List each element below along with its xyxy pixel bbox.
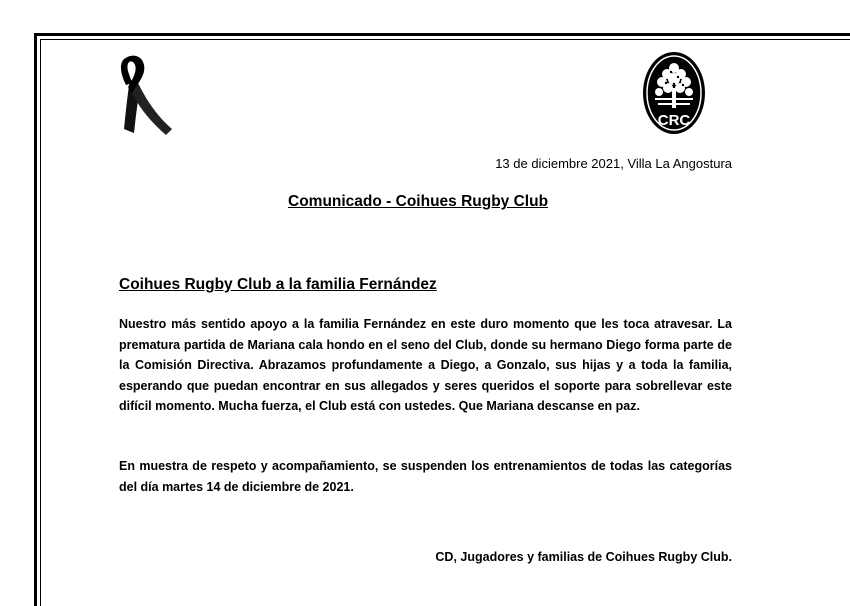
mourning-ribbon-icon bbox=[116, 53, 176, 137]
section-heading: Coihues Rugby Club a la familia Fernández bbox=[119, 276, 437, 293]
paragraph-condolences: Nuestro más sentido apoyo a la familia Fernández en este duro momento que les toca atravesar. La prematura partida de Mariana cala hondo en el seno del Club, donde su hermano Diego forma parte de la Comisión Directiva. Abrazamos profundamente a Diego, a Gonzalo, sus hijas y a toda la familia, esperando que puedan encontrar en sus allegados y seres queridos el soporte para sobrellevar este difícil momento. Mucha fuerza, el Club está con ustedes. Que Mariana descanse en paz. bbox=[119, 317, 732, 413]
document-title: Comunicado - Coihues Rugby Club bbox=[288, 193, 549, 210]
signature: CD, Jugadores y familias de Coihues Rugby Club. bbox=[435, 550, 732, 564]
club-crest-logo bbox=[641, 50, 707, 136]
crest-letters: CRC bbox=[657, 112, 691, 129]
date-location: 13 de diciembre 2021, Villa La Angostura bbox=[495, 156, 732, 171]
paragraph-suspension: En muestra de respeto y acompañamiento, se suspenden los entrenamientos de todas las categorías del día martes 14 de diciembre de 2021. bbox=[119, 459, 732, 494]
